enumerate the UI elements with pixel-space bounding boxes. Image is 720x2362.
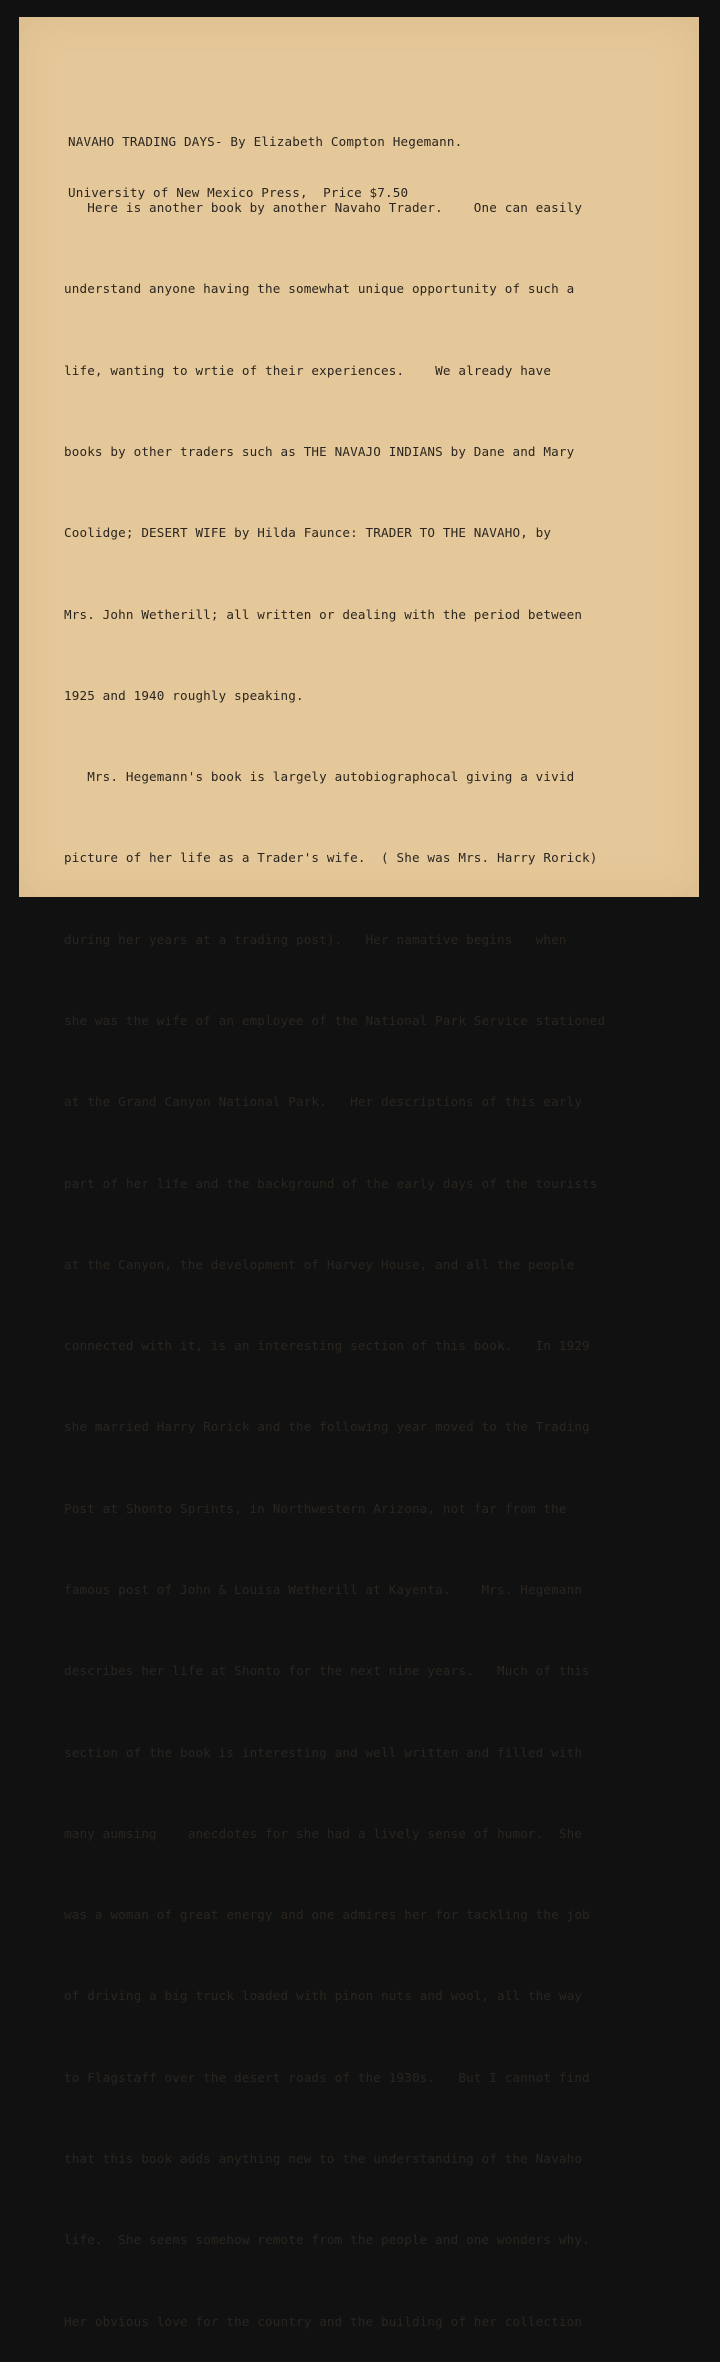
heading-line-2: University of New Mexico Press, Price $7.50 — [68, 185, 409, 200]
body-line: Mrs. John Wetherill; all written or dealing with the period between — [64, 606, 583, 622]
body-line: she was the wife of an employee of the National Park Service stationed — [64, 1013, 606, 1028]
body-line: Here is another book by another Navaho Trader. One can easily — [64, 200, 583, 216]
body-line: famous post of John & Louisa Wetherill at Kayenta. Mrs. Hegemann — [64, 1581, 583, 1597]
body-line: part of her life and the background of the early days of the tourists — [64, 1175, 598, 1191]
body-line: that this book adds anything new to the understanding of the Navaho — [64, 2150, 583, 2166]
body-line: was a woman of great energy and one admires her for tackling the job — [64, 1907, 590, 1923]
document-body — [64, 140, 605, 2362]
body-line: connected with it, is an interesting section of this book. In 1929 — [64, 1338, 590, 1354]
body-line: of driving a big truck loaded with pinon nuts and wool, all the way — [64, 1988, 583, 2004]
body-line: picture of her life as a Trader's wife. ( She was Mrs. Harry Rorick) — [64, 850, 598, 866]
body-line: Mrs. Hegemann's book is largely autobiographocal giving a vivid — [64, 769, 575, 785]
body-line: Coolidge; DESERT WIFE by Hilda Faunce: TRADER TO THE NAVAHO, by — [64, 525, 552, 541]
body-line: understand anyone having the somewhat unique opportunity of such a — [64, 281, 575, 297]
body-line: Post at Shonto Sprints, in Northwestern Arizona, not far from the — [64, 1500, 567, 1516]
body-line: Her obvious love for the country and the building of her collection — [64, 2313, 583, 2329]
body-line: to Flagstaff over the desert roads of the 1930s. But I cannot find — [64, 2069, 590, 2085]
body-line: 1925 and 1940 roughly speaking. — [64, 687, 304, 703]
body-line: many aumsing anecdotes for she had a lively sense of humor. She — [64, 1825, 583, 1841]
body-line: she married Harry Rorick and the following year moved to the Trading — [64, 1419, 590, 1435]
body-line: during her years at a trading post). Her namative begins when — [64, 931, 567, 947]
body-line: section of the book is interesting and well written and filled with — [64, 1744, 583, 1760]
body-line: describes her life at Shonto for the next nine years. Much of this — [64, 1663, 590, 1679]
body-line: at the Canyon, the development of Harvey House, and all the people — [64, 1256, 575, 1272]
body-line: at the Grand Canyon National Park. Her descriptions of this early — [64, 1094, 583, 1110]
body-line: life. She seems somehow remote from the people and one wonders why. — [64, 2232, 590, 2248]
body-line: books by other traders such as THE NAVAJO INDIANS by Dane and Mary — [64, 444, 575, 460]
body-line: life, wanting to wrtie of their experiences. We already have — [64, 362, 552, 378]
heading-line-1: NAVAHO TRADING DAYS- By Elizabeth Compton Hegemann. — [68, 134, 463, 149]
